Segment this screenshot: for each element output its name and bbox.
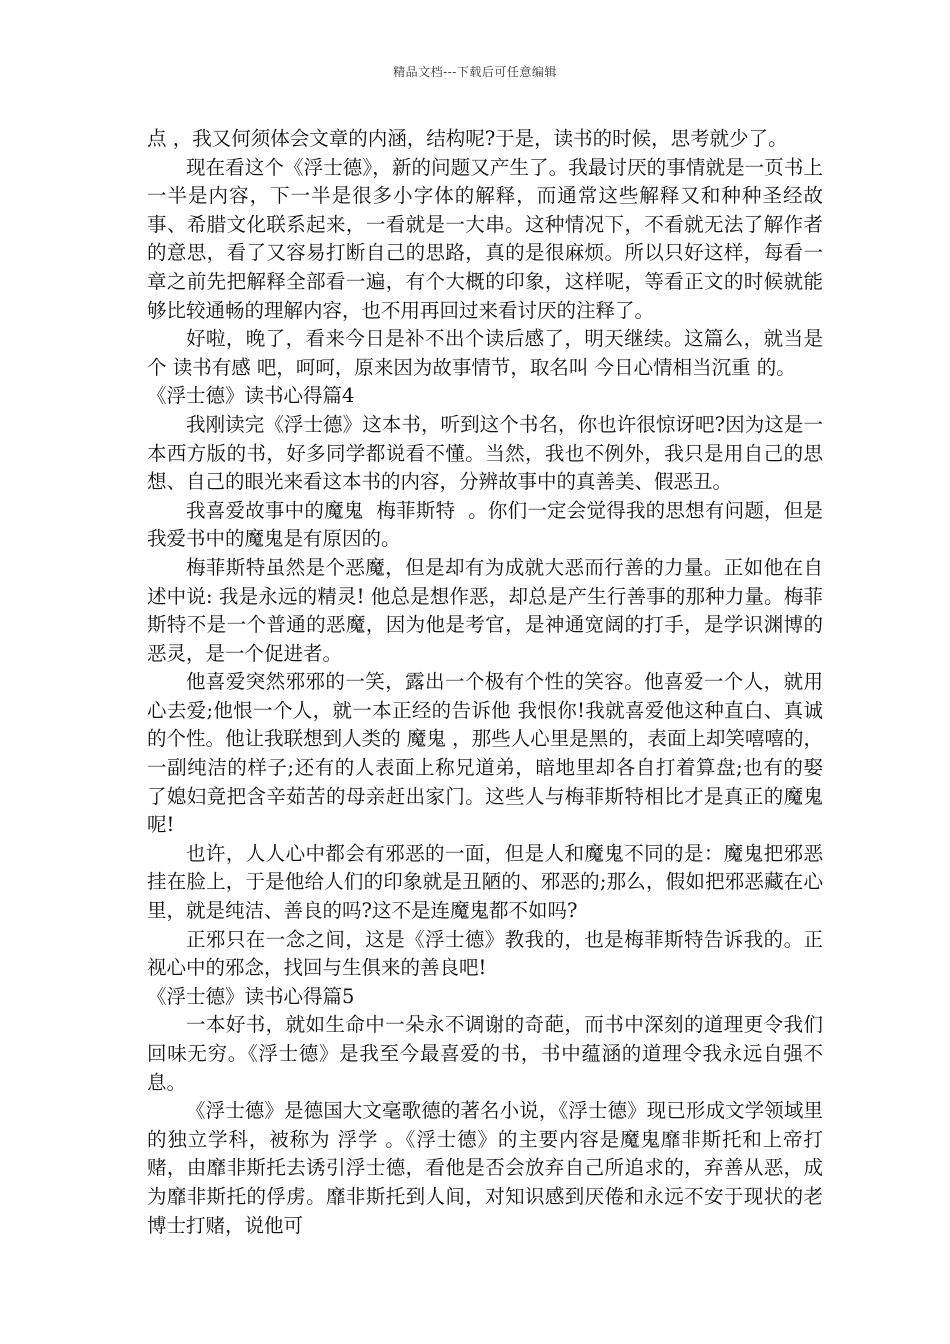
paragraph: 现在看这个《浮士德》，新的问题又产生了。我最讨厌的事情就是一页书上一半是内容，下一半是很多小字体的解释，而通常这些解释又和种种圣经故事、希腊文化联系起来，一看就是一大串。这种情况下，不看就无法了解作者的意思，看了又容易打断自己的思路，真的是很麻烦。所以只好这样，每看一章之前先把解释全部看一遍，有个大概的印象，这样呢，等看正文的时候就能够比较通畅的理解内容，也不用再回过来看讨厌的注释了。 [147, 155, 823, 322]
paragraph: 梅菲斯特虽然是个恶魔，但是却有为成就大恶而行善的力量。正如他在自述中说: 我是永远的精灵! 他总是想作恶，却总是产生行善事的那种力量。梅菲斯特不是一个普通的恶魔，因为他是考官，是神通宽阔的打手，是学识渊博的恶灵，是一个促进者。 [147, 555, 823, 665]
paragraph: 《浮士德》是德国大文毫歌德的著名小说，《浮士德》现已形成文学领域里的独立学科，被称为 浮学 。《浮士德》的主要内容是魔鬼靡非斯托和上帝打赌，由靡非斯托去诱引浮士德，看他是否会放弃自己所追求的，弃善从恶，成为靡非斯托的俘虏。靡非斯托到人间，对知识感到厌倦和永远不安于现状的老博士打赌，说他可 [147, 1099, 823, 1237]
paragraph: 我喜爱故事中的魔鬼 梅菲斯特 。你们一定会觉得我的思想有问题，但是我爱书中的魔鬼是有原因的。 [147, 498, 823, 551]
paragraph: 一本好书，就如生命中一朵永不调谢的奇葩，而书中深刻的道理更令我们回味无穷。《浮士德》是我至今最喜爱的书，书中蕴涵的道理令我永远自强不息。 [147, 1013, 823, 1094]
paragraph: 我刚读完《浮士德》这本书，听到这个书名，你也许很惊讶吧?因为这是一本西方版的书，好多同学都说看不懂。当然，我也不例外，我只是用自己的思想、自己的眼光来看这本书的内容，分辨故事中的真善美、假恶丑。 [147, 412, 823, 494]
section-heading: 《浮士德》读书心得篇5 [147, 984, 355, 1008]
section-heading: 《浮士德》读书心得篇4 [147, 384, 355, 408]
paragraph: 点 ，我又何须体会文章的内涵，结构呢?于是，读书的时候，思考就少了。 [147, 127, 788, 150]
paragraph: 好啦，晚了，看来今日是补不出个读后感了，明天继续。这篇么，就当是个 读书有感 吧，呵呵，原来因为故事情节，取名叫 今日心情相当沉重 的。 [147, 327, 823, 379]
page-header: 精品文档---下载后可任意编辑 [393, 65, 557, 79]
paragraph: 也许，人人心中都会有邪恶的一面，但是人和魔鬼不同的是：魔鬼把邪恶挂在脸上，于是他给人们的印象就是丑陋的、邪恶的;那么，假如把邪恶藏在心里，就是纯洁、善良的吗?这不是连魔鬼都不如吗? [147, 841, 823, 923]
paragraph: 他喜爱突然邪邪的一笑，露出一个极有个性的笑容。他喜爱一个人，就用心去爱;他恨一个人，就一本正经的告诉他 我恨你!我就喜爱他这种直白、真诚的个性。他让我联想到人类的 魔鬼 ，那些人心里是黑的，表面上却笑嘻嘻的，一副纯洁的样子;还有的人表面上称兄道弟，暗地里却各自打着算盘;也有的娶了媳妇竟把含辛茹苦的母亲赶出家门。这些人与梅菲斯特相比才是真正的魔鬼呢! [147, 670, 823, 837]
paragraph: 正邪只在一念之间，这是《浮士德》教我的，也是梅菲斯特告诉我的。正视心中的邪念，找回与生俱来的善良吧! [147, 927, 823, 980]
document-body [147, 125, 823, 1240]
